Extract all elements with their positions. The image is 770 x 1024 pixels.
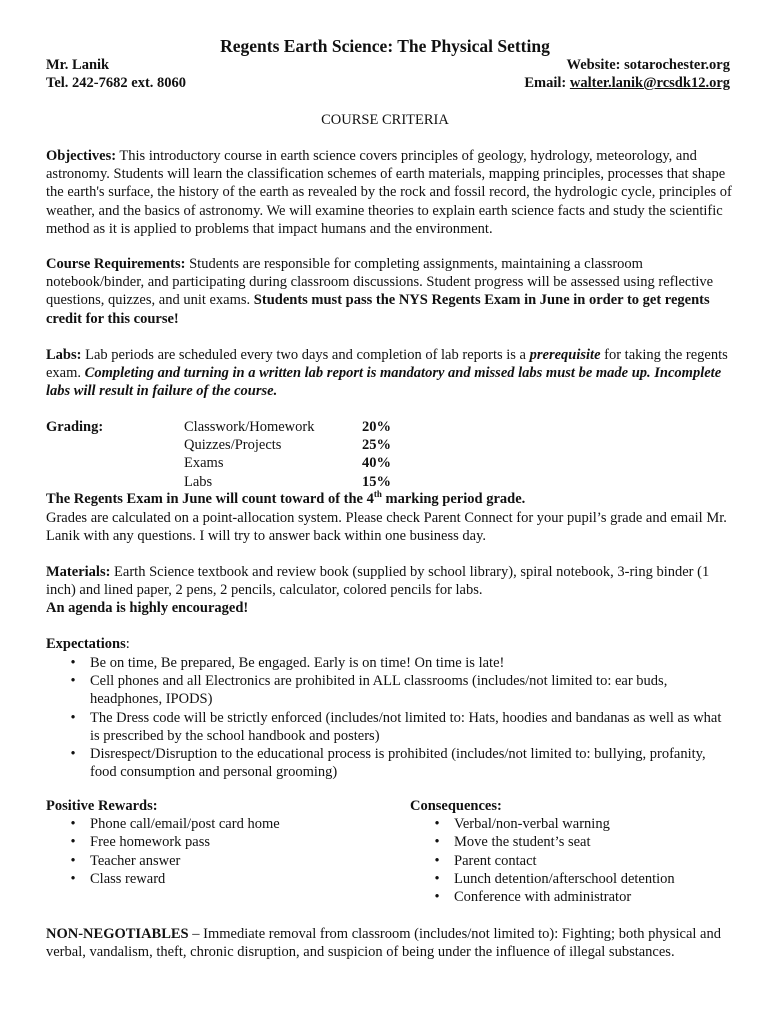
materials-label: Materials:: [46, 564, 111, 580]
grading-item-name: Quizzes/Projects: [184, 437, 282, 454]
section-title: COURSE CRITERIA: [321, 112, 449, 128]
teacher-phone: Tel. 242-7682 ext. 8060: [46, 75, 187, 91]
bullet-icon: •: [70, 870, 76, 887]
requirements-bold-text: Students must pass the NYS Regents Exam in June in order to get regents credit for this course!: [46, 292, 710, 327]
email-line: [524, 74, 730, 92]
labs-label: Labs:: [46, 347, 82, 363]
grading-item-percent: 15%: [362, 473, 391, 490]
requirements-paragraph: [46, 255, 736, 328]
expectation-text: Be on time, Be prepared, Be engaged. Early is on time! On time is late!: [90, 655, 505, 671]
bullet-icon: •: [70, 655, 76, 671]
expectation-text: The Dress code will be strictly enforced (includes/not limited to: Hats, hoodies and bandanas as well as what is prescribed by the school handbook and posters): [90, 709, 722, 744]
rewards-label: Positive Rewards:: [46, 798, 158, 814]
expectations-heading: [46, 635, 736, 653]
bullet-icon: •: [70, 852, 76, 869]
consequences-section: [410, 797, 740, 906]
list-item: [434, 870, 740, 888]
list-item: [434, 888, 740, 906]
non-negotiables-label: NON-NEGOTIABLES: [46, 926, 189, 942]
objectives-paragraph: [46, 147, 736, 238]
consequences-list: [434, 815, 740, 906]
reward-text: Class reward: [90, 870, 166, 887]
list-item: [70, 870, 366, 888]
expectations-label: Expectations: [46, 636, 126, 652]
list-item: [70, 815, 366, 833]
list-item: [434, 815, 740, 833]
regents-note: [46, 490, 736, 508]
labs-prerequisite: prerequisite: [529, 347, 601, 363]
grading-item-name: Classwork/Homework: [184, 419, 315, 435]
teacher-info: [46, 56, 186, 92]
regents-note-a: The Regents Exam in June will count toward of the 4: [46, 491, 374, 507]
teacher-name: Mr. Lanik: [46, 57, 110, 73]
grading-item-name: Exams: [184, 455, 224, 472]
list-item: [70, 709, 730, 745]
list-item: [70, 745, 730, 781]
grading-note: Grades are calculated on a point-allocation system. Please check Parent Connect for your pupil’s grade and email Mr. Lanik with any questions. I will try to answer back within one business day.: [46, 510, 727, 545]
consequences-label: Consequences:: [410, 798, 502, 814]
labs-bold-italic: Completing and turning in a written lab report is mandatory and missed labs must be made up. Incomplete labs will result in failure of the course.: [46, 365, 722, 400]
grading-label: Grading:: [46, 419, 104, 435]
expectation-text: Disrespect/Disruption to the educational process is prohibited (includes/not limited to: bullying, profanity, food consumption and personal grooming): [90, 746, 706, 781]
regents-note-sup: th: [373, 489, 382, 500]
materials-paragraph: [46, 563, 736, 618]
page-title: Regents Earth Science: The Physical Setting: [220, 36, 550, 56]
expectations-list: [70, 654, 730, 781]
grading-item-name: Labs: [184, 473, 213, 490]
labs-text: Lab periods are scheduled every two days and completion of lab reports is a: [81, 347, 530, 363]
expectation-text: Cell phones and all Electronics are prohibited in ALL classrooms (includes/not limited to: ear buds, headphones, IPODS): [90, 673, 668, 708]
grading-item-percent: 40%: [362, 455, 391, 472]
bullet-icon: •: [70, 709, 76, 726]
bullet-icon: •: [70, 816, 76, 833]
labs-text-2: for taking the regents exam.: [46, 347, 728, 382]
list-item: [70, 833, 366, 851]
objectives-label: Objectives:: [46, 148, 117, 164]
bullet-icon: •: [70, 746, 76, 763]
bullet-icon: •: [434, 852, 440, 869]
labs-paragraph: [46, 346, 736, 401]
reward-text: Teacher answer: [90, 852, 181, 869]
rewards-list: [70, 815, 366, 888]
bullet-icon: •: [434, 834, 440, 851]
expectations-colon: :: [125, 636, 130, 652]
consequence-text: Lunch detention/afterschool detention: [454, 870, 675, 887]
reward-text: Phone call/email/post card home: [90, 816, 280, 833]
requirements-label: Course Requirements:: [46, 256, 186, 272]
email-label: Email:: [524, 75, 570, 91]
email-link[interactable]: walter.lanik@rcsdk12.org: [569, 75, 730, 91]
rewards-section: [46, 797, 366, 888]
bullet-icon: •: [70, 834, 76, 851]
grading-item-percent: 20%: [362, 419, 391, 435]
contact-info: [524, 56, 730, 92]
bullet-icon: •: [434, 870, 440, 887]
consequence-text: Conference with administrator: [454, 889, 632, 906]
website: Website: sotarochester.org: [566, 57, 730, 73]
requirements-text: Students are responsible for completing assignments, maintaining a classroom notebook/binder, and participating during classroom discussions. Student progress will be assessed using reflective questions, quizzes, and unit exams.: [46, 256, 714, 309]
list-item: [434, 833, 740, 851]
list-item: [70, 672, 730, 708]
list-item: [70, 852, 366, 870]
bullet-icon: •: [434, 816, 440, 833]
consequence-text: Verbal/non-verbal warning: [454, 816, 610, 833]
regents-note-b: marking period grade.: [381, 491, 526, 507]
list-item: [70, 654, 730, 672]
non-negotiables-text: – Immediate removal from classroom (includes/not limited to): Fighting; both physical and verbal, vandalism, theft, chronic disruption, and suspicion of being under the influence of illegal substances.: [46, 926, 721, 961]
list-item: [434, 852, 740, 870]
agenda-note: An agenda is highly encouraged!: [46, 600, 249, 617]
reward-text: Free homework pass: [90, 834, 211, 851]
consequence-text: Move the student’s seat: [454, 834, 591, 851]
bullet-icon: •: [70, 673, 76, 690]
consequence-text: Parent contact: [454, 852, 537, 869]
non-negotiables-paragraph: [46, 925, 736, 961]
bullet-icon: •: [434, 889, 440, 906]
materials-text: Earth Science textbook and review book (supplied by school library), spiral notebook, 3-ring binder (1 inch) and lined paper, 2 pens, 2 pencils, calculator, colored pencils for labs.: [46, 564, 710, 599]
grading-item-percent: 25%: [362, 437, 391, 454]
objectives-text: This introductory course in earth science covers principles of geology, hydrology, meteorology, and astronomy. Students will learn the classification schemes of earth materials, mapping principles, processes that shape the earth's surface, the history of the earth as revealed by the rock and fossil record, the hydrologic cycle, principles of weather, and the basics of astronomy. We will examine theories to explain earth science facts and study the scientific method as it is applied to problems that impact humans and the environment.: [46, 148, 732, 237]
